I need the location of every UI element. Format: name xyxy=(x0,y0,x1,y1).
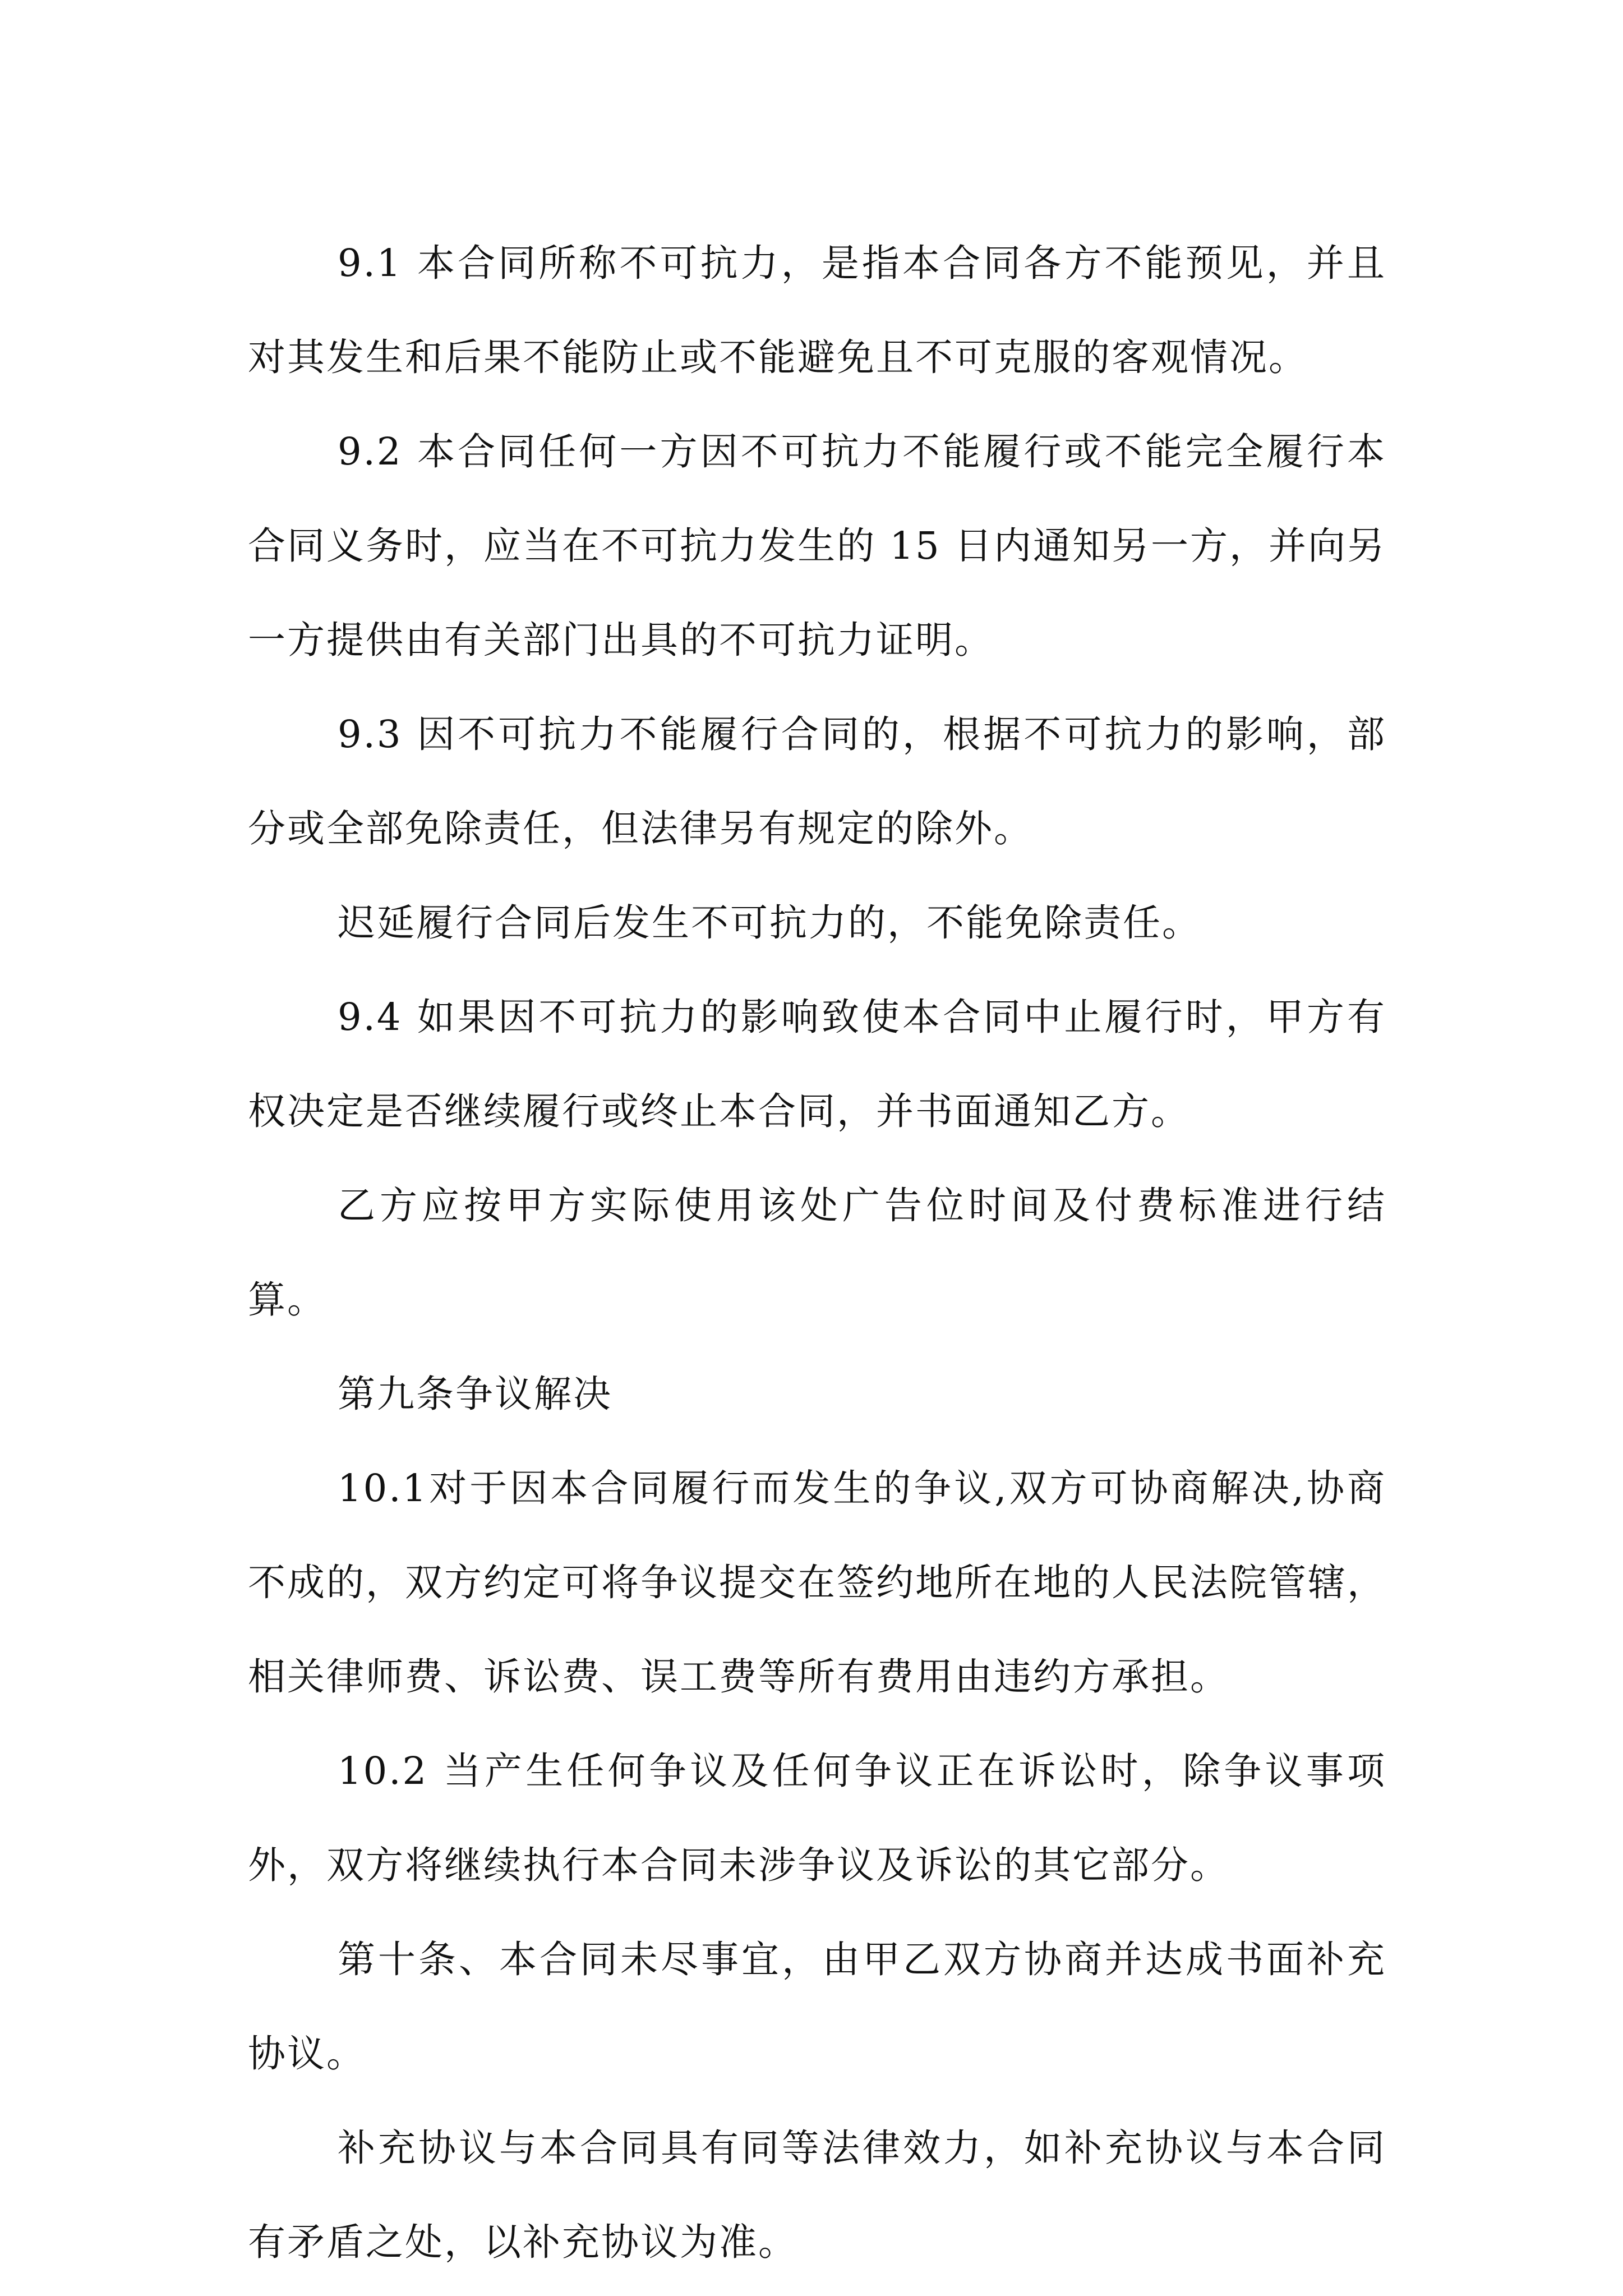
clause-9-2-paragraph: 9.2 本合同任何一方因不可抗力不能履行或不能完全履行本合同义务时，应当在不可抗力发生的 15 日内通知另一方，并向另一方提供由有关部门出具的不可抗力证明。 xyxy=(248,430,1386,662)
supplement-paragraph: 补充协议与本合同具有同等法律效力，如补充协议与本合同有矛盾之处，以补充协议为准。 xyxy=(248,2126,1386,2264)
clause-9-4-paragraph: 9.4 如果因不可抗力的影响致使本合同中止履行时，甲方有权决定是否继续履行或终止本合同，并书面通知乙方。 xyxy=(248,995,1386,1133)
clause-10-2-paragraph: 10.2 当产生任何争议及任何争议正在诉讼时，除争议事项外，双方将继续执行本合同未涉争议及诉讼的其它部分。 xyxy=(248,1749,1386,1887)
article-10-paragraph: 第十条、本合同未尽事宜，由甲乙双方协商并达成书面补充协议。 xyxy=(248,1938,1386,2076)
document-body xyxy=(248,216,1386,2289)
delay-paragraph: 迟延履行合同后发生不可抗力的，不能免除责任。 xyxy=(338,901,1201,945)
article-9-heading: 第九条争议解决 xyxy=(338,1372,612,1416)
clause-9-1-paragraph: 9.1 本合同所称不可抗力，是指本合同各方不能预见，并且对其发生和后果不能防止或不能避免且不可克服的客观情况。 xyxy=(248,241,1386,379)
clause-9-3-paragraph: 9.3 因不可抗力不能履行合同的，根据不可抗力的影响，部分或全部免除责任，但法律另有规定的除外。 xyxy=(248,712,1386,850)
settlement-paragraph: 乙方应按甲方实际使用该处广告位时间及付费标准进行结算。 xyxy=(248,1184,1386,1322)
clause-10-1-paragraph: 10.1对于因本合同履行而发生的争议,双方可协商解决,协商不成的，双方约定可将争议提交在签约地所在地的人民法院管辖，相关律师费、诉讼费、误工费等所有费用由违约方承担。 xyxy=(248,1466,1386,1699)
